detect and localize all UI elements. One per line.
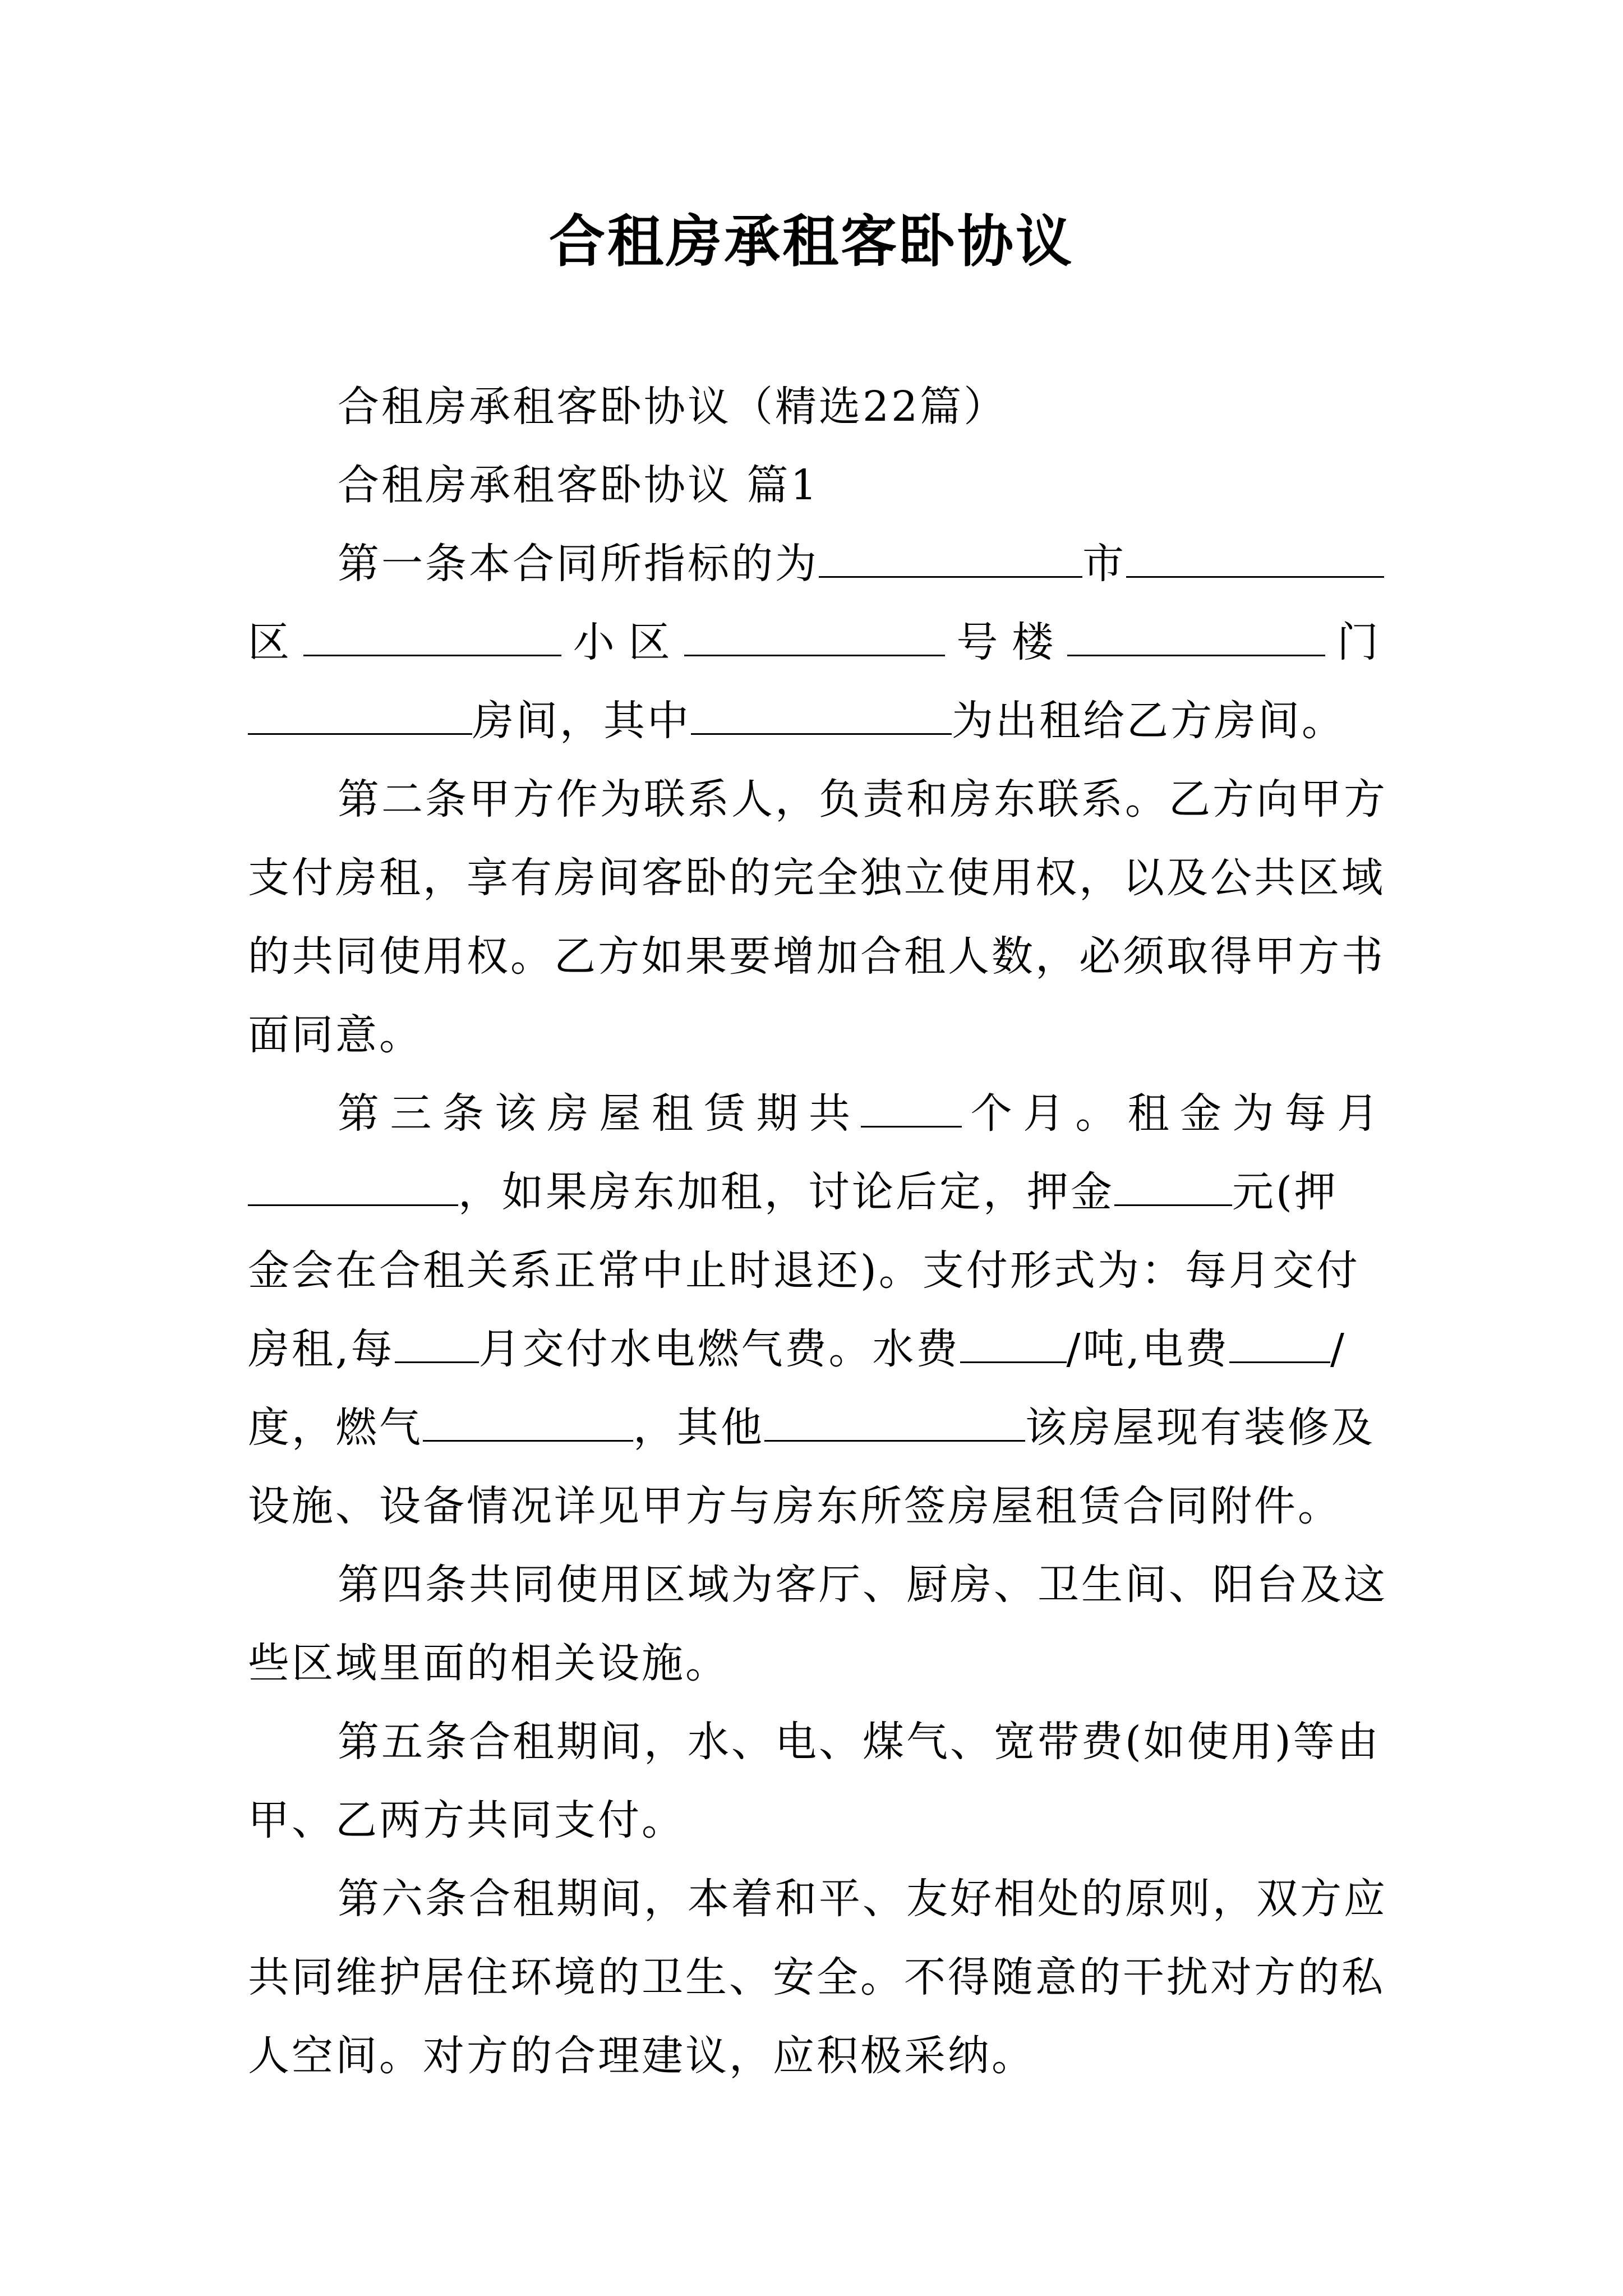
fill-in-blank[interactable] [764,1396,1025,1442]
article-1-text: 为出租给乙方房间。 [952,697,1345,745]
fill-in-blank[interactable] [960,1318,1067,1363]
article-6-line-1: 第六条合租期间，本着和平、友好相处的原则，双方应 [338,1875,1387,1923]
document-body [248,367,1387,2095]
article-3-line-1 [248,1074,1381,1153]
article-4-line-2: 些区域里面的相关设施。 [248,1639,729,1687]
article-2-line-1: 第二条甲方作为联系人，负责和房东联系。乙方向甲方 [338,775,1387,823]
fill-in-blank[interactable] [248,1161,458,1206]
article-5-line-1: 第五条合租期间，水、电、煤气、宽带费(如使用)等由 [338,1718,1381,1766]
article-6-line-3: 人空间。对方的合理建议，应积极采纳。 [248,2032,1035,2080]
article-3-text: 个月。租金为每月 [962,1089,1381,1138]
article-3-line-6: 设施、设备情况详见甲方与房东所签房屋租赁合同附件。 [248,1482,1341,1530]
fill-in-blank[interactable] [1067,611,1325,656]
fill-in-blank[interactable] [684,611,945,656]
document-title: 合租房承租客卧协议 [549,208,1074,274]
document-subtitle: 合租房承租客卧协议（精选22篇） [338,383,1008,431]
article-3-line-4 [248,1310,1381,1388]
article-4-line-1: 第四条共同使用区域为客厅、厨房、卫生间、阳台及这 [338,1561,1387,1609]
article-3-text: 元(押 [1232,1168,1338,1216]
article-1-text: 区 [248,618,303,666]
article-3-text: 度，燃气 [248,1404,423,1452]
article-3-line-3: 金会在合租关系正常中止时退还)。支付形式为：每月交付 [248,1246,1360,1295]
article-1-text: 房间，其中 [472,697,691,745]
article-2-line-2: 支付房租，享有房间客卧的完全独立使用权，以及公共区域 [248,854,1385,902]
article-3-text: / [1330,1325,1347,1373]
article-1-text: 号楼 [944,618,1068,666]
article-3-text: 月交付水电燃气费。水费 [478,1325,960,1373]
fill-in-blank[interactable] [248,689,472,735]
fill-in-blank[interactable] [1126,532,1384,578]
article-3-text: 房租,每 [248,1325,395,1373]
article-6-line-2: 共同维护居住环境的卫生、安全。不得随意的干扰对方的私 [248,1953,1385,2001]
article-1-text: 门 [1325,618,1381,666]
article-2-line-4: 面同意。 [248,1011,423,1059]
article-3-text: 第三条该房屋租赁期共 [338,1089,861,1138]
article-5-line-2: 甲、乙两方共同支付。 [248,1796,685,1844]
fill-in-blank[interactable] [861,1082,962,1128]
article-1-line-2 [248,603,1381,682]
article-2-line-3: 的共同使用权。乙方如果要增加合租人数，必须取得甲方书 [248,932,1385,981]
fill-in-blank[interactable] [303,611,561,656]
article-1-line-3 [248,682,1381,760]
article-3-text: 该房屋现有装修及 [1025,1404,1375,1452]
article-3-line-5 [248,1388,1381,1467]
article-3-text: ，如果房东加租，讨论后定，押金 [458,1168,1114,1216]
article-3-line-2 [248,1153,1381,1231]
article-1-line-1 [248,524,1381,603]
section-heading: 合租房承租客卧协议 篇1 [338,461,819,509]
article-1-text: 市 [1082,540,1126,588]
article-3-text: ，其他 [633,1404,764,1452]
article-1-text: 第一条本合同所指标的为 [338,540,819,588]
fill-in-blank[interactable] [423,1396,633,1442]
fill-in-blank[interactable] [1229,1318,1330,1363]
fill-in-blank[interactable] [691,689,952,735]
fill-in-blank[interactable] [819,532,1082,578]
article-3-text: /吨,电费 [1066,1325,1229,1373]
fill-in-blank[interactable] [1114,1161,1232,1206]
article-1-text: 小区 [561,618,684,666]
fill-in-blank[interactable] [395,1318,479,1363]
